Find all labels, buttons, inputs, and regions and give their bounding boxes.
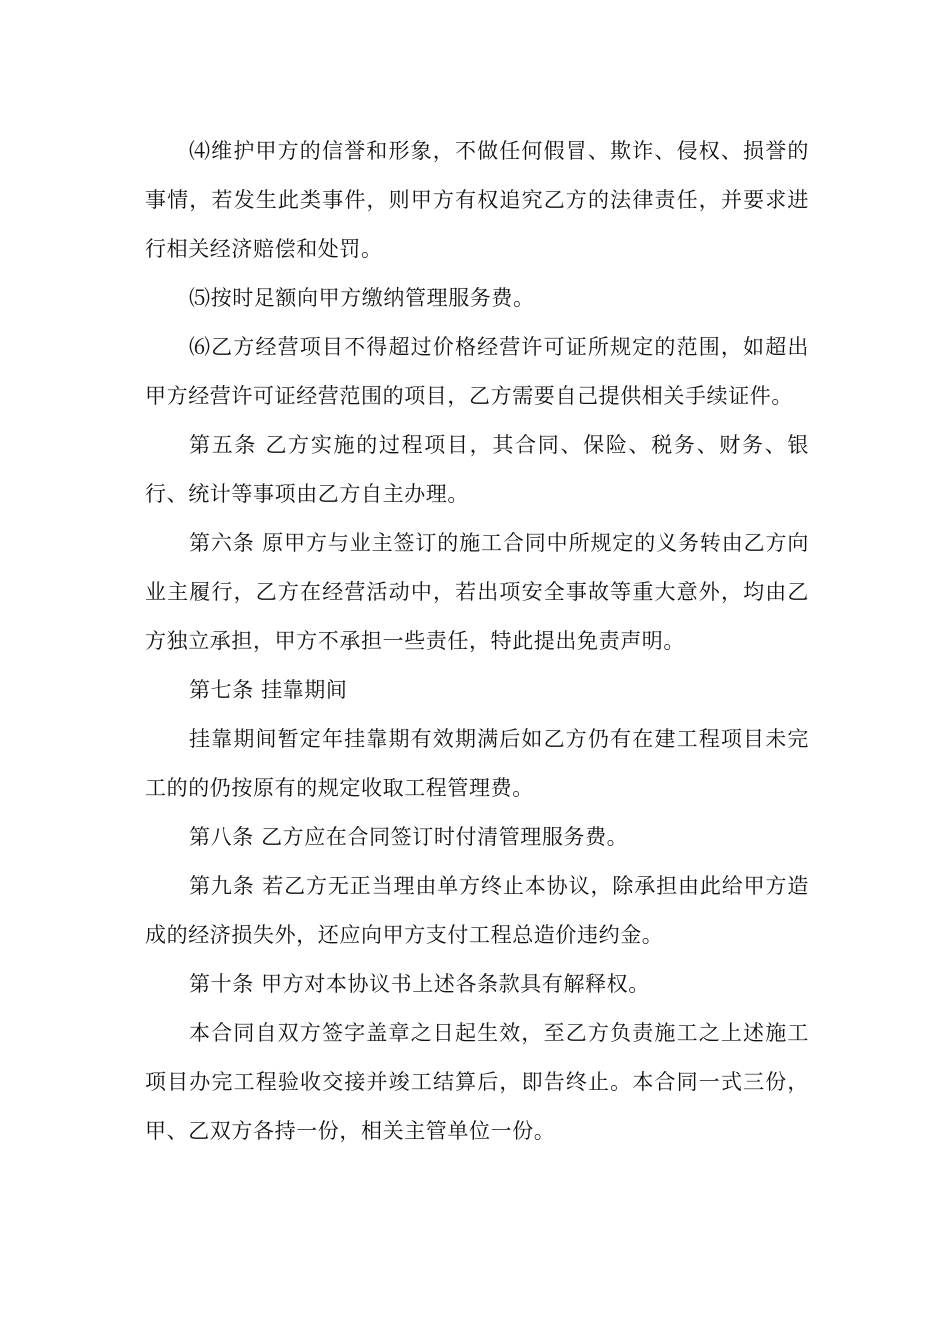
paragraph-clause-4-4: ⑷维护甲方的信誉和形象，不做任何假冒、欺诈、侵权、损誉的事情，若发生此类事件，则甲方有权追究乙方的法律责任，并要求进行相关经济赔偿和处罚。 [145, 139, 809, 261]
paragraph-effective-clause: 本合同自双方签字盖章之日起生效，至乙方负责施工之上述施工项目办完工程验收交接并竣工结算后，即告终止。本合同一式三份，甲、乙双方各持一份，相关主管单位一份。 [145, 1021, 809, 1143]
paragraph-article-6: 第六条 原甲方与业主签订的施工合同中所规定的义务转由乙方向业主履行，乙方在经营活动中，若出项安全事故等重大意外，均由乙方独立承担，甲方不承担一些责任，特此提出免责声明。 [145, 531, 809, 653]
paragraph-clause-4-5: ⑸按时足额向甲方缴纳管理服务费。 [189, 286, 535, 310]
paragraph-article-9: 第九条 若乙方无正当理由单方终止本协议，除承担由此给甲方造成的经济损失外，还应向甲方支付工程总造价违约金。 [145, 874, 809, 947]
paragraph-clause-4-6: ⑹乙方经营项目不得超过价格经营许可证所规定的范围，如超出甲方经营许可证经营范围的项目，乙方需要自己提供相关手续证件。 [145, 335, 809, 408]
paragraph-article-5: 第五条 乙方实施的过程项目，其合同、保险、税务、财务、银行、统计等事项由乙方自主办理。 [145, 433, 809, 506]
paragraph-article-7-body: 挂靠期间暂定年挂靠期有效期满后如乙方仍有在建工程项目未完工的的仍按原有的规定收取工程管理费。 [145, 727, 809, 800]
paragraph-article-7-heading: 第七条 挂靠期间 [189, 678, 348, 702]
paragraph-article-8: 第八条 乙方应在合同签订时付清管理服务费。 [189, 825, 629, 849]
paragraph-article-10: 第十条 甲方对本协议书上述各条款具有解释权。 [189, 972, 650, 996]
document-body [145, 127, 809, 1156]
